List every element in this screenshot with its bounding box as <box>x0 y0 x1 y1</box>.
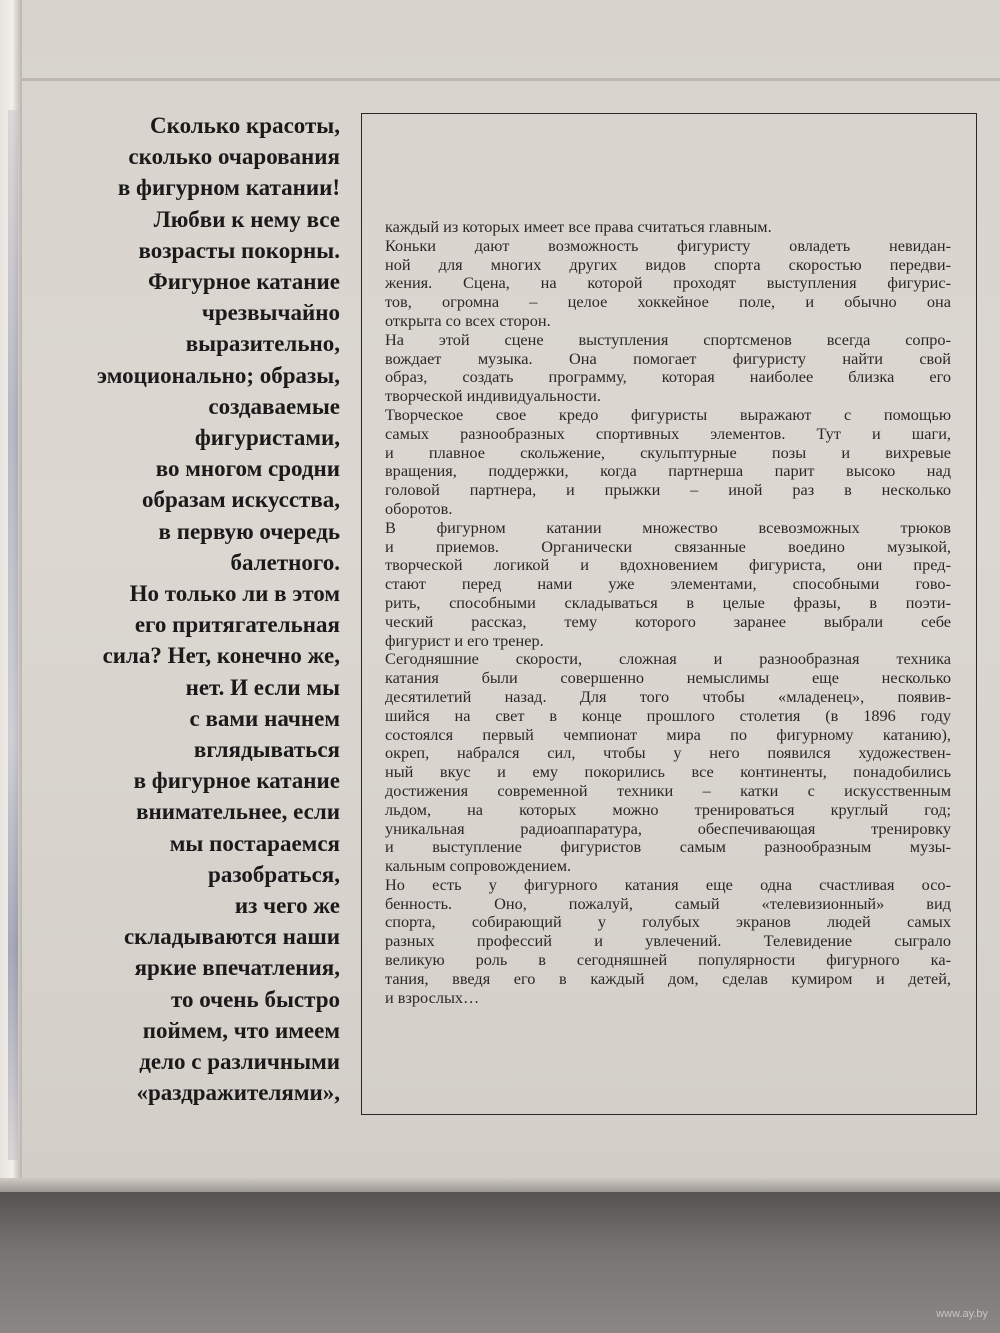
intro-line: вглядываться <box>193 737 340 763</box>
intro-line: с вами начнем <box>189 705 340 731</box>
intro-line: в фигурном катании! <box>117 175 340 201</box>
intro-line: балетного. <box>230 549 340 575</box>
body-line: ной для многих других видов спорта скоростью передви- <box>385 254 951 274</box>
page-bottom-edge <box>0 1178 1000 1192</box>
intro-line: сила? Нет, конечно же, <box>102 643 340 669</box>
intro-line: сколько очарования <box>128 144 340 170</box>
body-line: Коньки дают возможность фигуристу овладеть невидан- <box>385 235 951 255</box>
body-line: Но есть у фигурного катания еще одна счастливая осо- <box>385 874 951 894</box>
body-line: разных профессий и увлечений. Телевидение сыграло <box>385 931 951 951</box>
body-line: головой партнера, и прыжки – иной раз в несколько <box>385 480 951 500</box>
table-surface <box>0 1192 1000 1333</box>
body-line: и взрослых… <box>385 987 480 1007</box>
body-line: тания, введя его в каждый дом, сделав кумиром и детей, <box>385 968 951 988</box>
intro-line: «раздражителями», <box>136 1080 340 1106</box>
body-text <box>385 218 951 1007</box>
body-line: самых разнообразных спортивных элементов. Тут и шаги, <box>385 423 951 443</box>
watermark: www.ay.by <box>936 1308 988 1320</box>
intro-line: Сколько красоты, <box>150 113 340 138</box>
body-line: состоялся первый чемпионат мира по фигурному катанию), <box>385 724 951 744</box>
body-line: жения. Сцена, на которой проходят выступления фигурис- <box>385 273 951 293</box>
body-line: тов, огромна – целое хоккейное поле, и обычно она <box>385 292 951 312</box>
body-line: и плавное скольжение, скульптурные позы и вихревые <box>385 442 951 462</box>
intro-line: образам искусства, <box>141 487 340 513</box>
body-line: открыта со всех сторон. <box>385 310 551 330</box>
body-line: катания были совершенно немыслимы еще несколько <box>385 668 951 688</box>
body-line: шийся на свет в конце прошлого столетия (в 1896 году <box>385 705 951 725</box>
body-line: рить, способными складываться в целые фразы, в поэти- <box>385 592 951 612</box>
intro-line: в фигурное катание <box>133 768 340 794</box>
body-line: каждый из которых имеет все права считаться главным. <box>385 217 772 236</box>
body-line: Творческое свое кредо фигуристы выражают с помощью <box>385 404 951 424</box>
body-line: великую роль в сегодняшней популярности фигурного ка- <box>385 950 951 970</box>
book-spine <box>0 0 22 1190</box>
intro-line: чрезвычайно <box>201 300 340 326</box>
intro-line: дело с различными <box>139 1049 340 1075</box>
intro-line: поймем, что имеем <box>142 1017 340 1043</box>
body-line: творческой индивидуальности. <box>385 386 601 406</box>
facing-page-edge <box>8 110 18 1160</box>
intro-line: складываются наши <box>123 924 340 950</box>
body-line: бенность. Оно, пожалуй, самый «телевизионный» вид <box>385 893 951 913</box>
body-line: вращения, поддержки, когда партнерша парит высоко над <box>385 461 951 481</box>
intro-line: Фигурное катание <box>147 269 340 295</box>
intro-line: фигуристами, <box>194 425 340 451</box>
intro-line: возрасты покорны. <box>138 237 340 263</box>
intro-line: Но только ли в этом <box>129 581 340 607</box>
intro-line: выразительно, <box>185 331 340 357</box>
body-line: льдом, на которых можно тренироваться круглый год; <box>385 799 951 819</box>
page-top-edge <box>22 78 1000 81</box>
body-line: и выступление фигуристов самым разнообразным музы- <box>385 837 951 857</box>
intro-line: создаваемые <box>208 393 340 419</box>
intro-line: Любви к нему все <box>153 206 340 232</box>
intro-line: внимательнее, если <box>136 799 340 825</box>
intro-line: во многом сродни <box>155 456 340 482</box>
intro-line: разобраться, <box>208 861 340 887</box>
body-line: На этой сцене выступления спортсменов всегда сопро- <box>385 329 951 349</box>
body-line: десятилетий назад. Для того чтобы «младенец», появив- <box>385 686 951 706</box>
body-line: кальным сопровождением. <box>385 856 572 876</box>
body-line: образ, создать программу, которая наиболее близка его <box>385 367 951 387</box>
body-line: уникальная радиоаппаратура, обеспечивающая тренировку <box>385 818 951 838</box>
intro-line: в первую очередь <box>158 518 340 544</box>
intro-line: мы постараемся <box>169 830 340 856</box>
intro-line: его притягательная <box>134 612 340 638</box>
body-line: В фигурном катании множество всевозможных трюков <box>385 517 951 537</box>
body-line: Сегодняшние скорости, сложная и разнообразная техника <box>385 649 951 669</box>
body-line: ный вкус и ему покорились все континенты, понадобились <box>385 762 951 782</box>
body-line: фигурист и его тренер. <box>385 630 544 650</box>
intro-column <box>40 110 340 1109</box>
body-line: достижения современной техники – катки с искусственным <box>385 780 951 800</box>
body-line: ческий рассказ, тему которого заранее выбрали себе <box>385 611 951 631</box>
body-line: вождает музыка. Она помогает фигуристу найти свой <box>385 348 951 368</box>
body-line: стают перед нами уже элементами, способными гово- <box>385 574 951 594</box>
intro-line: эмоционально; образы, <box>96 362 340 388</box>
intro-line: нет. И если мы <box>185 674 340 700</box>
body-line: спорта, собирающий у голубых экранов людей самых <box>385 912 951 932</box>
body-line: и приемов. Органически связанные воедино музыкой, <box>385 536 951 556</box>
body-line: окреп, набрался сил, чтобы у него появился художествен- <box>385 743 951 763</box>
intro-line: яркие впечатления, <box>134 955 340 981</box>
intro-line: то очень быстро <box>170 986 340 1012</box>
intro-line: из чего же <box>234 893 340 919</box>
body-line: творческой логикой и вдохновением фигуриста, они пред- <box>385 555 951 575</box>
body-line: оборотов. <box>385 498 453 518</box>
